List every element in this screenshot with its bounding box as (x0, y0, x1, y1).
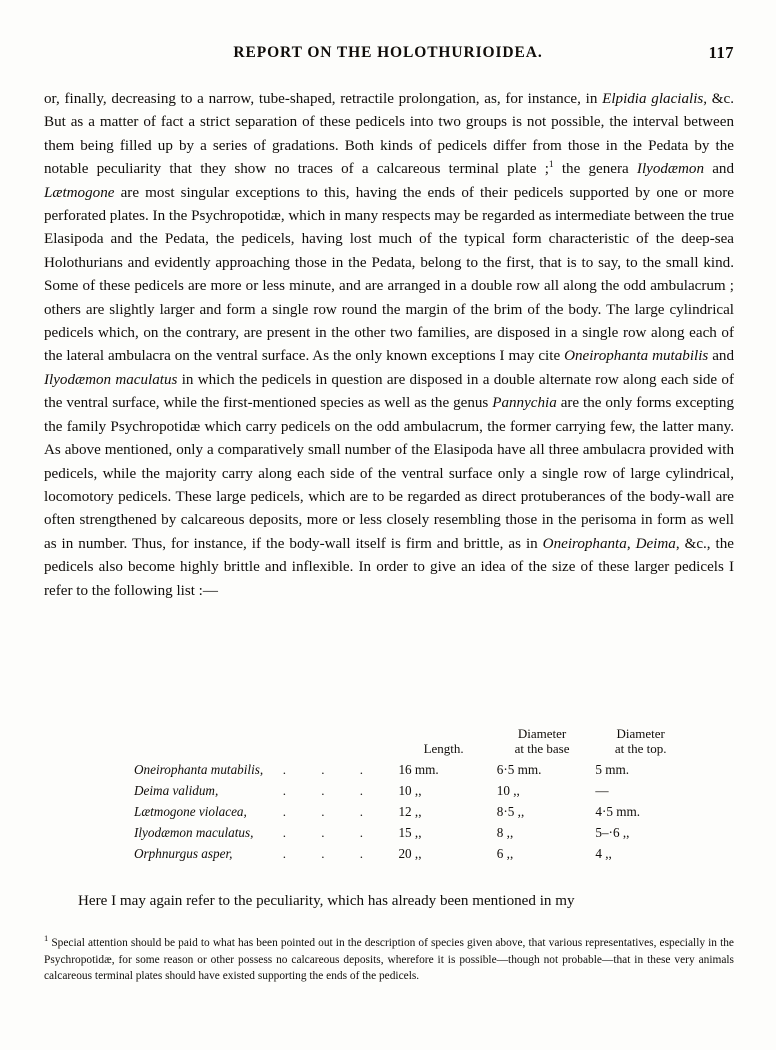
cell-species: Lætmogone violacea, (134, 803, 247, 819)
cell-length: 16 mm. (398, 762, 439, 778)
cell-length: 12 ,, (398, 803, 422, 819)
cell-diameter-top: 5 mm. (595, 762, 630, 778)
text-run: are most singular exceptions to this, having the ends of their pedicels supported by one or more perforated plates. In the Psychropotidæ, which in many respects may be regarded as intermediate between the true Elasipoda and the Pedata, the pedicels, having lost much of the typical form characteristic of the deep-sea Holothurians and evidently approaching those in the Pedata, belong to the first, that is to say, to the small kind. Some of these pedicels are more or less minute, and are arranged in a double row all along the odd ambulacrum ; others are slightly larger and form a single row round the margin of the brim of the body. The large cylindrical pedicels which, on the contrary, are present in the other two families, are disposed in a single row along each of the lateral ambulacra on the ventral surface. As the only known exceptions I may cite (44, 184, 734, 365)
cell-leaders: . . . (282, 783, 379, 799)
text-run: , &c., the pedicels also become highly brittle and inflexible. In order to give an idea of the size of these larger pedicels I refer to the following list :— (44, 535, 734, 599)
genus-name: Ilyodæmon (636, 161, 704, 178)
table-row (130, 822, 690, 843)
footnote-marker: 1 (44, 933, 49, 944)
table-body (130, 760, 690, 864)
text-run: and (708, 348, 734, 365)
footnote-text: Special attention should be paid to what has been pointed out in the description of species given above, that various representatives, especially in the Psychropotidæ, for some reason or other possess no calcareous deposits, wherefore it is possible—though not probable—that in these very animals calcareous terminal plates should have existed supporting the ends of the pedicels. (44, 937, 734, 983)
closing-text: Here I may again refer to the peculiarity, which has already been mentioned in my (78, 893, 575, 909)
cell-length: 10 ,, (398, 783, 422, 799)
col-diameter-base (493, 726, 592, 760)
col-diameter-top (591, 726, 690, 760)
cell-species: Oneirophanta mutabilis, (134, 762, 264, 778)
table-header-row (130, 726, 690, 760)
genus-name: Deima (635, 535, 676, 552)
cell-leaders: . . . (282, 845, 379, 861)
cell-diameter-top: 4 ,, (595, 845, 612, 861)
col-leaders (267, 726, 394, 760)
cell-diameter-base: 10 ,, (496, 783, 520, 799)
genus-name: Pannychia (492, 395, 557, 412)
cell-leaders: . . . (282, 803, 379, 819)
cell-leaders: . . . (282, 762, 379, 778)
paragraph-main (44, 88, 734, 603)
species-name: Oneirophanta mutabilis (564, 348, 709, 365)
text-run: are the only forms excepting the family Psychropotidæ which carry pedicels on the odd ambulacrum, the former carrying few, the latter many. As above mentioned, only a comparatively small number of the Elasipoda have all three ambulacra provided with pedicels, while the majority carry along each side of the ventral surface only a single row of large cylindrical, locomotory pedicels. These large pedicels, which are to be regarded as direct protuberances of the body-wall are often strengthened by calcareous deposits, more or less closely resembling those in the perisoma in form as well as in number. Thus, for instance, if the body-wall itself is firm and brittle, as in (44, 395, 735, 552)
text-run: , &c. But as a matter of fact a strict separation of these pedicels into two groups is not possible, the interval between them being filled up by a series of gradations. Both kinds of pedicels differ from those in the Pedata by the notable peculiarity that they show no traces of a calcareous terminal plate ; (44, 91, 734, 178)
text-run: the genera (553, 161, 637, 178)
col-diameter-base-line2: at the base (514, 741, 570, 756)
cell-diameter-base: 6 ,, (496, 845, 514, 861)
species-name: Ilyodæmon maculatus (44, 371, 178, 388)
col-diameter-base-line1: Diameter (517, 726, 567, 741)
measurements-table (130, 726, 690, 864)
table-row (130, 760, 690, 781)
cell-diameter-top: 4·5 mm. (595, 803, 641, 819)
cell-diameter-base: 6·5 mm. (496, 762, 542, 778)
page-header (0, 44, 776, 66)
text-run: and (704, 161, 734, 178)
cell-diameter-base: 8 ,, (496, 824, 514, 840)
cell-length: 20 ,, (398, 845, 422, 861)
table-row (130, 781, 690, 802)
cell-species: Orphnurgus asper, (134, 845, 233, 861)
col-species (130, 726, 267, 760)
cell-diameter-base: 8·5 ,, (496, 803, 525, 819)
col-diameter-top-line2: at the top. (614, 741, 667, 756)
cell-species: Ilyodæmon maculatus, (134, 824, 254, 840)
cell-length: 15 ,, (398, 824, 422, 840)
col-length: Length. (423, 741, 464, 756)
genus-name: Lætmogone (44, 184, 115, 201)
text-run: in which the pedicels in question are disposed in a double alternate row along each side of the ventral surface, while the first-mentioned species as well as the genus (44, 371, 734, 412)
text-run: or, finally, decreasing to a narrow, tube-shaped, retractile prolongation, as, for instance, in (44, 91, 603, 107)
closing-paragraph (44, 890, 734, 913)
genus-name: Oneirophanta (542, 535, 627, 552)
cell-diameter-top: — (595, 783, 609, 799)
cell-species: Deima validum, (134, 783, 219, 799)
cell-diameter-top: 5–·6 ,, (595, 824, 630, 840)
page-number: 117 (708, 43, 734, 62)
running-title: REPORT ON THE HOLOTHURIOIDEA. (233, 44, 543, 61)
table-row (130, 802, 690, 823)
text-run: , (626, 535, 636, 552)
col-diameter-top-line1: Diameter (616, 726, 665, 741)
species-name: Elpidia glacialis (602, 91, 704, 107)
footnote-reference: 1 (548, 160, 554, 171)
footnote (44, 935, 734, 985)
table-row (130, 843, 690, 864)
cell-leaders: . . . (282, 824, 379, 840)
body-text (44, 88, 734, 603)
